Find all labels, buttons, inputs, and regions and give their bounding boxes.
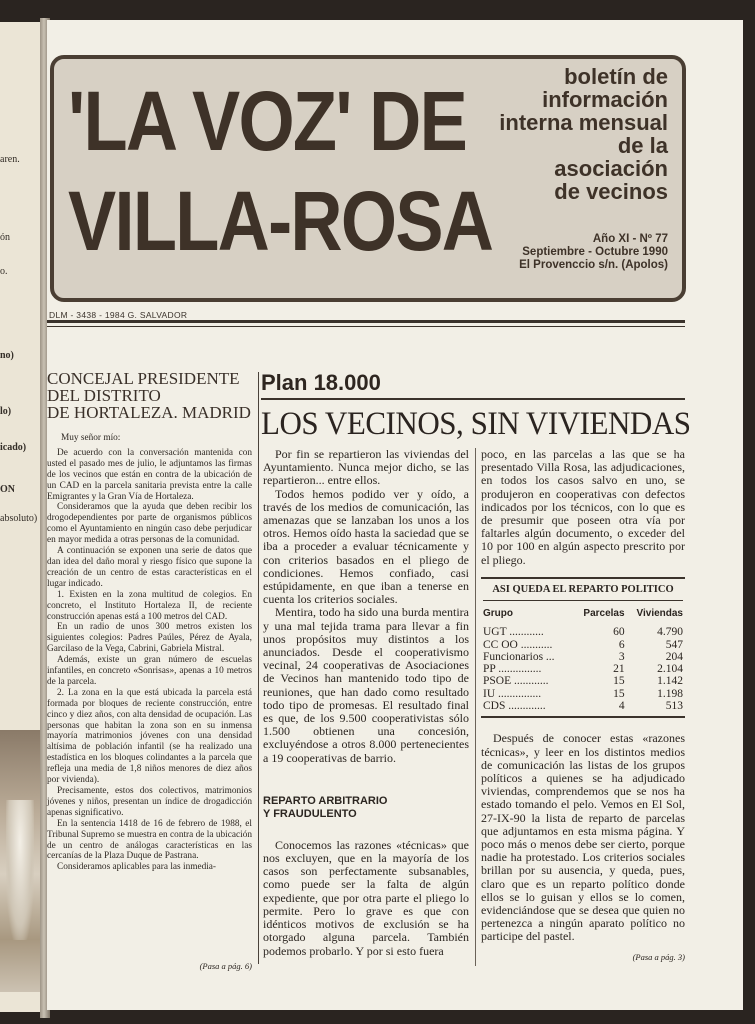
article-paragraph: Conocemos las razones «técnicas» que nos excluyen, que en la mayoría de los casos son perfectamente subsanables, como puede ser la falta de algún expediente, que por otra parte el pliego lo permite. Pero lo grave es que con idénticos motivos de exclusión se ha otorgado alguna parcela. También podemos probarlo. Y por si esto fuera [263,837,469,958]
title-line-2: VILLA-ROSA [68,174,493,268]
column-header: Grupo [483,608,513,620]
article-kicker: Plan 18.000 [261,370,381,395]
table-row [483,639,683,651]
divider-rule [47,326,685,327]
subheading-line: REPARTO ARBITRARIO [263,794,388,807]
letter-paragraph: Además, existe un gran número de escuelas infantiles, en concreto «Sonrisas», apenas a 10 metros de la parcela. [47,655,252,687]
prev-page-text: aren. [0,154,20,165]
letter-paragraph: Consideramos que la ayuda que deben recibir los drogodependientes por parte de organismos públicos como el Ayuntamiento en ningún caso debe perjudicar en mayor medida a otras personas de la comunidad. [47,502,252,546]
masthead-subtitle [499,65,668,203]
group-cell: PP ............... [483,663,542,676]
letter-paragraph: En la sentencia 1418 de 16 de febrero de 1988, el Tribunal Supremo se muestra en contra de la ubicación de un centro de análogas características en las cercanías de la Plaza Duque de Pastrana. [47,818,252,862]
parcels-cell: 6 [618,638,625,651]
subtitle-line: interna mensual [499,110,668,135]
letter-column [47,369,252,971]
article-headline: LOS VECINOS, SIN VIVIENDAS [261,406,691,442]
political-distribution-table [481,577,685,718]
column-header: Parcelas [583,608,625,620]
parcels-cell: 3 [618,650,625,663]
issue-address: El Provenccio s/n. (Apolos) [519,259,668,271]
newsletter-page [47,20,743,1010]
letter-paragraph: Precisamente, estos dos colectivos, matrimonios jóvenes y niños, presentan un índice de drogadicción apenas significativo. [47,786,252,818]
homes-cell: 1.198 [657,687,683,700]
article-paragraph: poco, en las parcelas a las que se ha presentado Villa Rosa, las adjudicaciones, en todos los casos salvo en uno, se produjeron en cooperativas con defectos indicados por los técnicos, con lo que es de presumir que poseen otra vía por faltarles algún documento, o exceder del 10 por 100 en algún aspecto prescrito por el pliego. [481,447,685,567]
letter-paragraph: En un radio de unos 300 metros existen los siguientes colegios: Padres Paúles, Pérez de Ayala, Garcilaso de la Vega, Cabrini, Gabriela Mistral. [47,622,252,655]
homes-cell: 1.142 [657,675,683,688]
group-cell: CC OO ........... [483,638,553,651]
group-cell: PSOE ............ [483,675,549,688]
subtitle-line: de vecinos [554,179,668,204]
continued-note: (Pasa a pág. 6) [199,961,252,971]
kicker-rule [261,398,685,400]
letter-salutation: Muy señor mío: [61,433,121,443]
homes-cell: 513 [665,700,683,713]
subtitle-line: boletín de [564,64,668,89]
column-rule [258,372,259,964]
prev-page-text: ON [0,484,15,495]
masthead [50,55,686,302]
divider-rule [47,320,685,323]
parcels-cell: 60 [613,626,625,639]
article-paragraph: Por fin se repartieron las viviendas del Ayuntamiento. Nunca mejor dicho, se las repartieron... entre ellos. [263,447,469,488]
legal-deposit: DLM - 3438 - 1984 G. SALVADOR [49,310,188,320]
letter-paragraph: A continuación se exponen una serie de datos que dan idea del daño moral y riesgo físico que supone la creación de un centro de estas características en el lugar indicado. [47,546,252,589]
column-rule [475,448,476,966]
parcels-cell: 21 [613,663,625,676]
distribution-table [483,607,683,712]
table-row [483,675,683,687]
group-cell: UGT ............ [483,626,544,639]
subtitle-line: asociación [554,156,668,181]
table-row [483,663,683,675]
table-row [483,700,683,712]
homes-cell: 4.790 [657,626,683,639]
group-cell: CDS ............. [483,700,546,713]
article-column-2 [481,448,685,944]
issue-info [519,233,668,272]
letter-paragraph: Consideramos aplicables para las inmedia- [57,862,217,873]
column-header: Viviendas [636,608,683,620]
article-paragraph: Después de conocer estas «razones técnicas», y leer en los distintos medios de comunicación las listas de los grupos políticos a quienes se ha adjudicado viviendas, comprendemos que se nos ha estado tomando el pelo. Vemos en El Sol, 27-IX-90 la lista de reparto de parcelas que adjuntamos en esta misma página. Y poco más o menos debe ser cierto, porque nadie ha protestado. Los criterios sociales brillan por su ausencia, y queda, pues, claro que es un reparto político donde ellos se lo guisan y ellos se lo comen, evidenciándose que se desea que quien no pertenezca a ningún aparato político no participe del pastel. [481,731,685,944]
article-subheading [263,795,469,821]
parcels-cell: 15 [613,675,625,688]
table-row [483,651,683,663]
homes-cell: 204 [665,650,683,663]
subtitle-line: información [542,87,668,112]
parcels-cell: 4 [618,700,625,713]
parcels-cell: 15 [613,687,625,700]
spacer [481,718,685,732]
prev-page-text: o. [0,266,8,277]
heading-line: CONCEJAL PRESIDENTE [47,369,240,388]
issue-number: Año XI - Nº 77 [592,233,668,245]
homes-cell: 547 [665,638,683,651]
letter-paragraph: 2. La zona en la que está ubicada la parcela está formada por bloques de reciente construcción, entre cinco y diez años, con alta densidad de ocupación. Las personas que habitan la zona son en su inmensa mayoría matrimonios jóvenes con una densidad altísima de población infantil (se ha realizado una estadística en los bloques colindantes a la parcela que refleja una media de 1,8 niños menores de diez años por vivienda). [47,687,252,786]
prev-page-text: lo) [0,406,12,417]
letter-paragraph: 1. Existen en la zona multitud de colegios. En concreto, el Instituto Hortaleza II, de reciente construcción apenas está a 100 metros del CAD. [47,589,252,622]
prev-page-text: absoluto) [0,513,38,524]
article-column-1 [263,448,469,958]
continued-note: (Pasa a pág. 3) [632,952,685,962]
article-paragraph: Todos hemos podido ver y oído, a través de los medios de comunicación, las amenazas que se lanzaban los unos a los otros. Hemos oído hasta la saciedad que se iba a proceder a evaluar técnicamente y con criterios basados en el pliego de condiciones. Hemos confiado, casi estúpidamente, en que iban a tenerse en cuenta los criterios sociales. [263,486,469,607]
prev-page-text: no) [0,350,14,361]
homes-cell: 2.104 [657,663,683,676]
subheading-line: Y FRAUDULENTO [263,807,357,820]
group-cell: IU ............... [483,687,542,700]
issue-date: Septiembre - Octubre 1990 [522,246,668,258]
table-row [483,626,683,638]
subtitle-line: de la [617,133,668,158]
letter-heading [47,370,252,421]
heading-line: DE HORTALEZA. MADRID [47,403,251,422]
prev-page-text: icado) [0,442,27,453]
table-title: ASI QUEDA EL REPARTO POLITICO [483,583,683,601]
prev-page-text: ón [0,232,10,243]
heading-line: DEL DISTRITO [47,386,161,405]
title-line-1: 'LA VOZ' DE [68,74,467,168]
table-row [483,688,683,700]
group-cell: Funcionarios ... [483,650,555,663]
letter-paragraph: De acuerdo con la conversación mantenida con usted el pasado mes de julio, le adjuntamos las firmas de los vecinos que están en contra de la ubicación de un CAD en la parcela sanitaria prevista entre la calle Emigrantes y la Gran Vía de Hortaleza. [47,447,252,502]
article-paragraph: Mentira, todo ha sido una burda mentira y una mal tejida trama para llevar a fin unos propósitos muy distintos a los anunciados. Desde el cooperativismo vecinal, 24 cooperativas de Asociaciones de Vecinos han mantenido todo tipo de reuniones, que han dado como resultado todo tipo de promesas. El resultado final es que, de los 9.500 cooperativistas sólo 1.500 obtienen una concesión, excluyéndose a otros 8.000 pertenecientes a 19 cooperativas de barrio. [263,605,469,765]
